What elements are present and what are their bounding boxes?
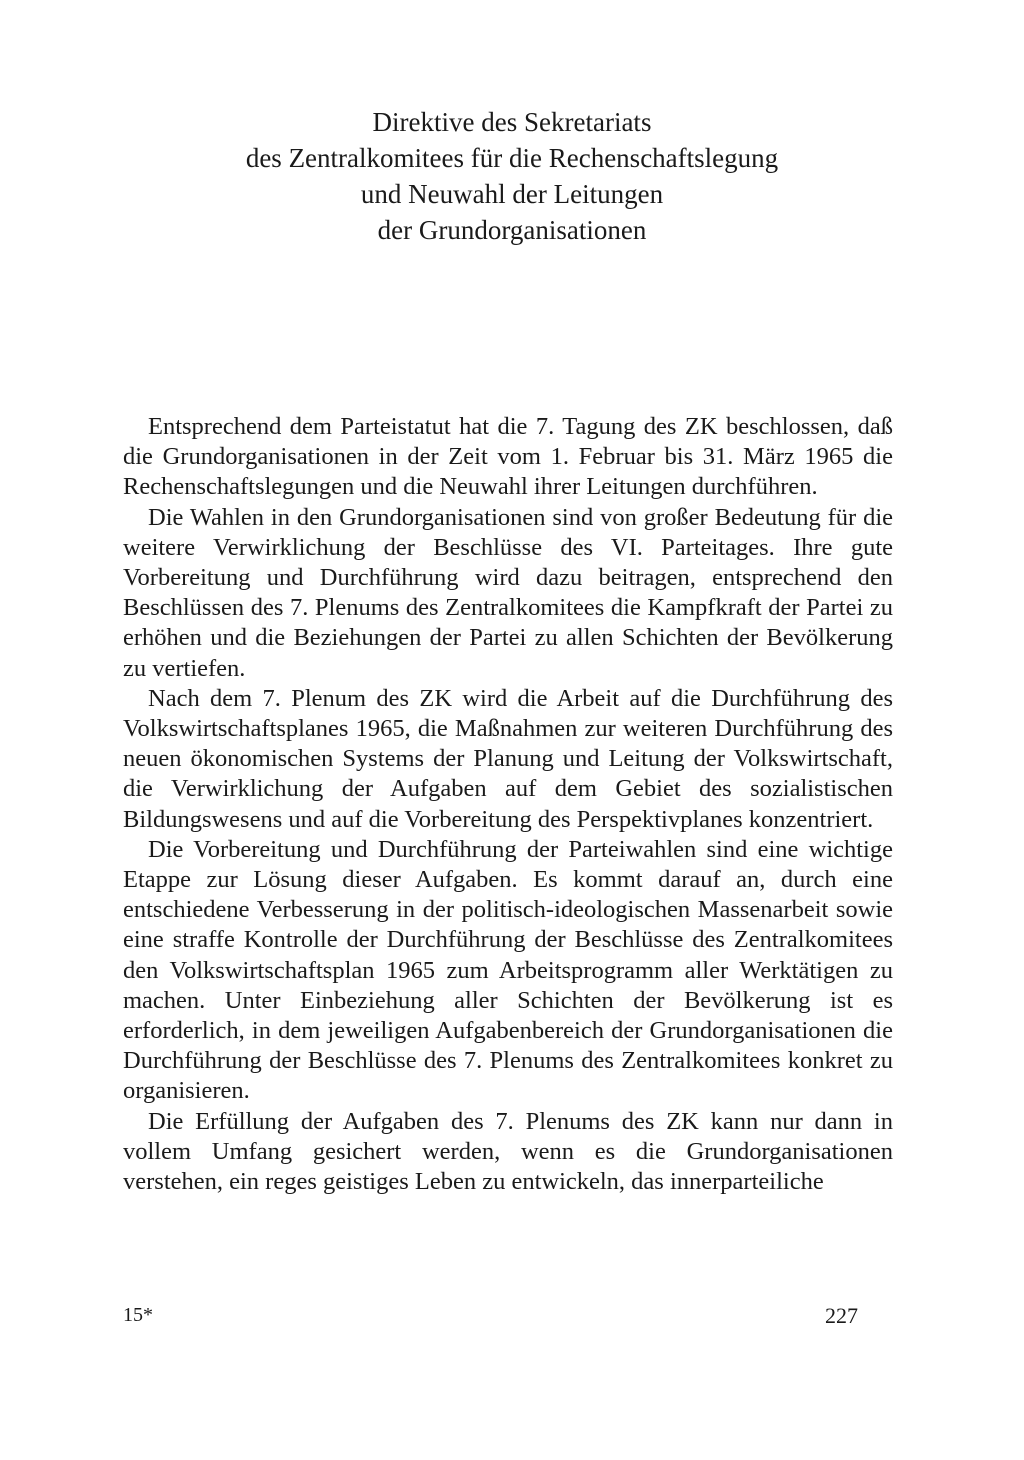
page-number: 227 [825, 1303, 858, 1328]
paragraph: Nach dem 7. Plenum des ZK wird die Arbeit auf die Durchführung des Volkswirtschaftsplanes 1965, die Maßnahmen zur weiteren Durchführung des neuen ökonomischen Systems der Planung und Leitung der Volkswirtschaft, die Verwirklichung der Aufgaben auf dem Gebiet des sozialistischen Bildungswesens und auf die Vorbereitung des Perspektivplanes konzentriert. [123, 684, 893, 833]
title-line: und Neuwahl der Leitungen [360, 179, 664, 209]
paragraph: Entsprechend dem Parteistatut hat die 7. Tagung des ZK beschlossen, daß die Grundorganisationen in der Zeit vom 1. Februar bis 31. März 1965 die Rechenschaftslegungen und die Neuwahl ihrer Leitungen durchführen. [123, 413, 893, 501]
title-line: Direktive des Sekretariats [372, 107, 652, 137]
document-body [123, 412, 893, 1197]
paragraph: Die Wahlen in den Grundorganisationen sind von großer Bedeutung für die weitere Verwirklichung der Beschlüsse des VI. Parteitages. Ihre gute Vorbereitung und Durchführung wird dazu beitragen, entsprechend den Beschlüssen des 7. Plenums des Zentralkomitees die Kampfkraft der Partei zu erhöhen und die Beziehungen der Partei zu allen Schichten der Bevölkerung zu vertiefen. [123, 503, 893, 682]
paragraph: Die Vorbereitung und Durchführung der Parteiwahlen sind eine wichtige Etappe zur Lösung dieser Aufgaben. Es kommt darauf an, durch eine entschiedene Verbesserung in der politisch-ideologischen Massenarbeit sowie eine straffe Kontrolle der Durchführung der Beschlüsse des Zentralkomitees den Volkswirtschaftsplan 1965 zum Arbeitsprogramm aller Werktätigen zu machen. Unter Einbeziehung aller Schichten der Bevölkerung ist es erforderlich, in dem jeweiligen Aufgabenbereich der Grundorganisationen die Durchführung der Beschlüsse des 7. Plenums des Zentralkomitees konkret zu organisieren. [123, 835, 893, 1105]
signature-mark: 15* [123, 1304, 153, 1326]
title-line: des Zentralkomitees für die Rechenschaftslegung [245, 143, 779, 173]
title-line: der Grundorganisationen [377, 215, 647, 245]
paragraph: Die Erfüllung der Aufgaben des 7. Plenums des ZK kann nur dann in vollem Umfang gesichert werden, wenn es die Grundorganisationen verstehen, ein reges geistiges Leben zu entwickeln, das innerparteiliche [123, 1107, 893, 1196]
document-title [180, 104, 844, 248]
